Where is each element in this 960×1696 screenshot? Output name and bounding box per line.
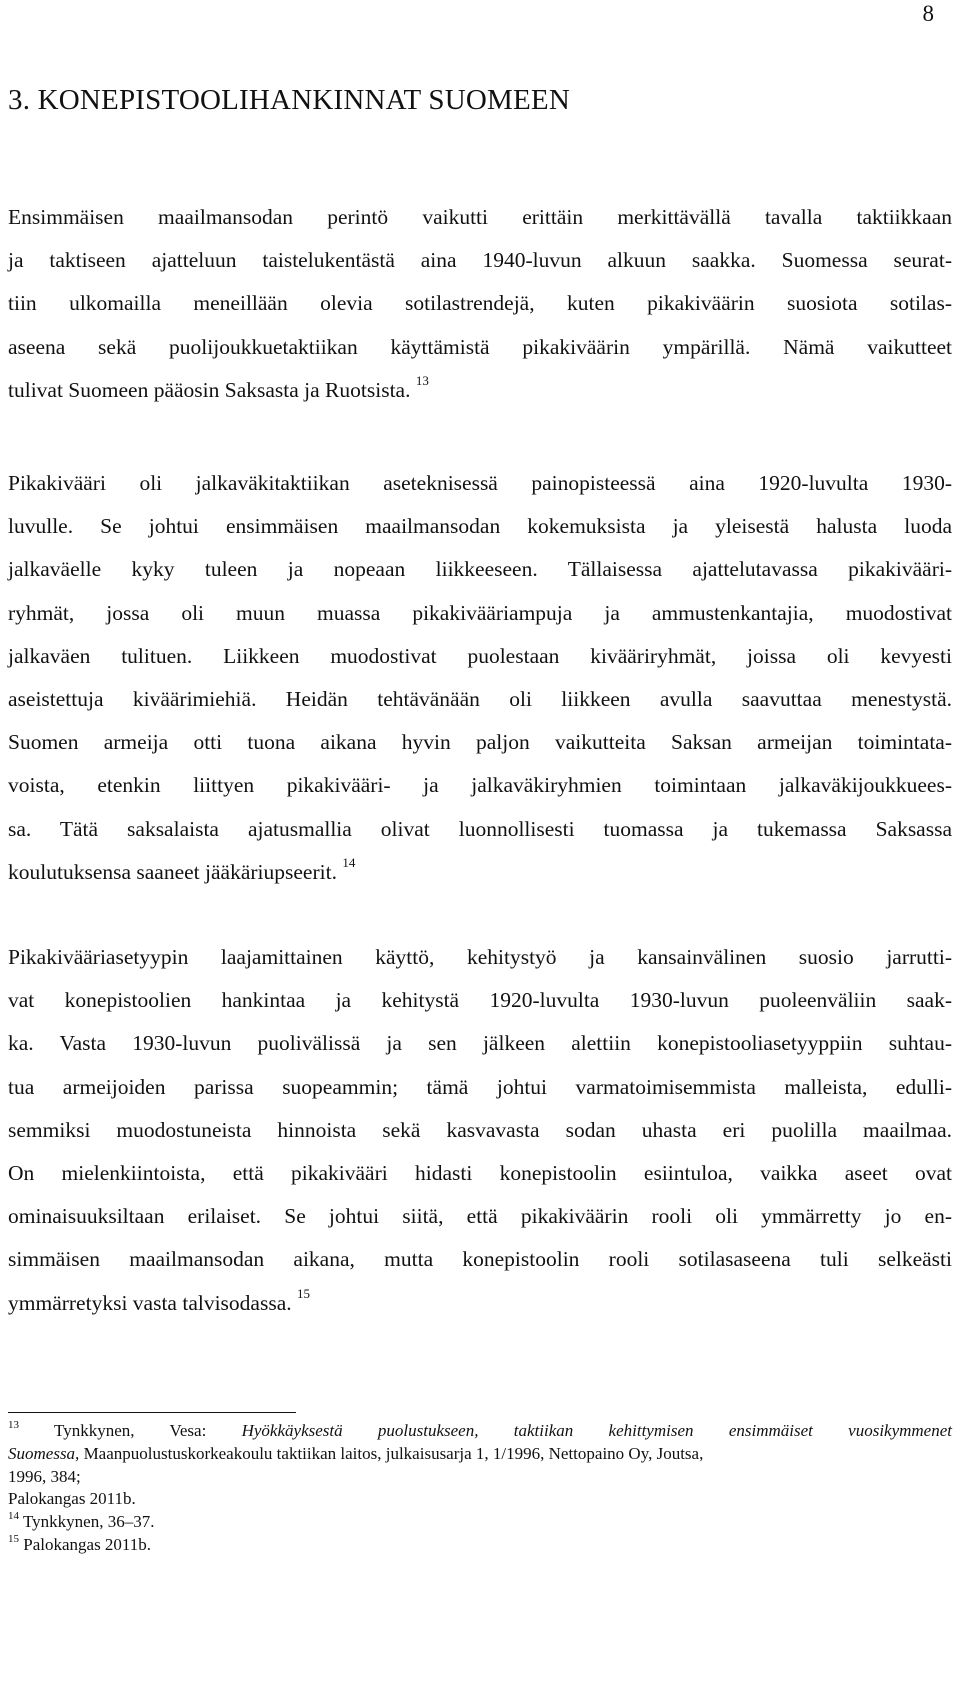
- footnote-title: Hyökkäyksestä puolustukseen, taktiikan kehittymisen ensimmäiset vuosikymmenet: [241, 1421, 952, 1440]
- paragraph-3: [8, 936, 952, 1325]
- paragraph-line: sa. Tätä saksalaista ajatusmallia olivat luonnollisesti tuomassa ja tukemassa Saksassa: [8, 816, 952, 841]
- paragraph-line: Ensimmäisen maailmansodan perintö vaikutti erittäin merkittävällä tavalla taktiikkaan: [8, 205, 952, 229]
- paragraph-1: [8, 196, 952, 412]
- paragraph-line: jalkaväen tulituen. Liikkeen muodostivat puolestaan kivääriryhmät, joissa oli kevyesti: [8, 643, 952, 668]
- paragraph-line: aseena sekä puolijoukkuetaktiikan käyttämistä pikakiväärin ympärillä. Nämä vaikutteet: [8, 334, 952, 359]
- paragraph-line: Pikakivääriasetyypin laajamittainen käyttö, kehitystyö ja kansainvälinen suosio jarrutti-: [8, 945, 952, 969]
- footnote-14: [8, 1511, 952, 1534]
- paragraph-line: semmiksi muodostuneista hinnoista sekä kasvavasta sodan uhasta eri puolilla maailmaa.: [8, 1117, 952, 1142]
- paragraph-line: Suomen armeija otti tuona aikana hyvin paljon vaikutteita Saksan armeijan toimintata-: [8, 730, 952, 755]
- footnote-line: $^{14}$ Tynkkynen, 36–37.: [8, 1510, 155, 1532]
- footnote-number: 14: [8, 1510, 19, 1523]
- footnote-ref-14[interactable]: 14: [342, 854, 356, 870]
- footnote-line: $^{13}$ Tynkkynen, Vesa: Hyökkäyksestä puolustukseen, taktiikan kehittymisen ensimmäiset vuosikymmenet: [8, 1419, 952, 1440]
- paragraph-line: ominaisuuksiltaan erilaiset. Se johtui siitä, että pikakiväärin rooli oli ymmärretty jo en-: [8, 1204, 952, 1229]
- footnote-ref-15[interactable]: 15: [297, 1285, 310, 1301]
- paragraph-2: [8, 462, 952, 894]
- footnote-ref-13[interactable]: 13: [415, 372, 429, 388]
- paragraph-line: luvulle. Se johtui ensimmäisen maailmansodan kokemuksista ja yleisestä halusta luoda: [8, 514, 952, 539]
- footnotes: [8, 1420, 952, 1557]
- footnote-line: Palokangas 2011b.: [8, 1489, 136, 1509]
- paragraph-last-line: ymmärretyksi vasta talvisodassa. $^{15}$: [8, 1285, 310, 1315]
- paragraph-line: simmäisen maailmansodan aikana, mutta konepistoolin rooli sotilasaseena tuli selkeästi: [8, 1247, 952, 1272]
- paragraph-line: vat konepistoolien hankintaa ja kehitystä 1920-luvulta 1930-luvun puoleenväliin saak-: [8, 988, 952, 1013]
- footnote-13: [8, 1420, 952, 1511]
- footnote-15: [8, 1534, 952, 1557]
- footnote-line: $^{15}$ Palokangas 2011b.: [8, 1532, 152, 1554]
- footnote-number: 15: [8, 1532, 19, 1545]
- paragraph-line: On mielenkiintoista, että pikakivääri hidasti konepistoolin esiintuloa, vaikka aseet ovat: [8, 1161, 952, 1186]
- paragraph-line: aseistettuja kiväärimiehiä. Heidän tehtävänään oli liikkeen avulla saavuttaa menestystä.: [8, 687, 952, 712]
- paragraph-line: voista, etenkin liittyen pikakivääri- ja jalkaväkiryhmien toimintaan jalkaväkijoukkuees-: [8, 773, 952, 798]
- paragraph-line: ka. Vasta 1930-luvun puolivälissä ja sen jälkeen alettiin konepistooliasetyyppiin suhtau-: [8, 1031, 952, 1056]
- footnote-title: Suomessa,: [8, 1443, 80, 1463]
- paragraph-line: ja taktiseen ajatteluun taistelukentästä aina 1940-luvun alkuun saakka. Suomessa seurat-: [8, 248, 952, 273]
- paragraph-last-line: tulivat Suomeen pääosin Saksasta ja Ruotsista. $^{13}$: [8, 372, 429, 402]
- paragraph-line: jalkaväelle kyky tuleen ja nopeaan liikkeeseen. Tällaisessa ajattelutavassa pikakivääri-: [8, 557, 952, 582]
- page-number: 8: [922, 1, 934, 26]
- paragraph-line: tiin ulkomailla meneillään olevia sotilastrendejä, kuten pikakiväärin suosiota sotilas-: [8, 291, 952, 316]
- paragraph-line: tua armeijoiden parissa suopeammin; tämä johtui varmatoimisemmista malleista, edulli-: [8, 1074, 952, 1099]
- chapter-heading: 3. KONEPISTOOLIHANKINNAT SUOMEEN: [8, 84, 570, 116]
- paragraph-last-line: koulutuksensa saaneet jääkäriupseerit. $^{14}$: [8, 854, 356, 884]
- footnote-number: 13: [8, 1419, 19, 1431]
- footnote-line: Suomessa, Maanpuolustuskorkeakoulu taktiikan laitos, julkaisusarja 1, 1/1996, Nettopaino Oy, Joutsa,: [8, 1443, 704, 1463]
- footnote-divider: [8, 1412, 296, 1413]
- paragraph-line: Pikakivääri oli jalkaväkitaktiikan aseteknisessä painopisteessä aina 1920-luvulta 1930-: [8, 471, 952, 495]
- paragraph-line: ryhmät, jossa oli muun muassa pikakivääriampuja ja ammustenkantajia, muodostivat: [8, 600, 952, 625]
- footnote-line: 1996, 384;: [8, 1466, 81, 1486]
